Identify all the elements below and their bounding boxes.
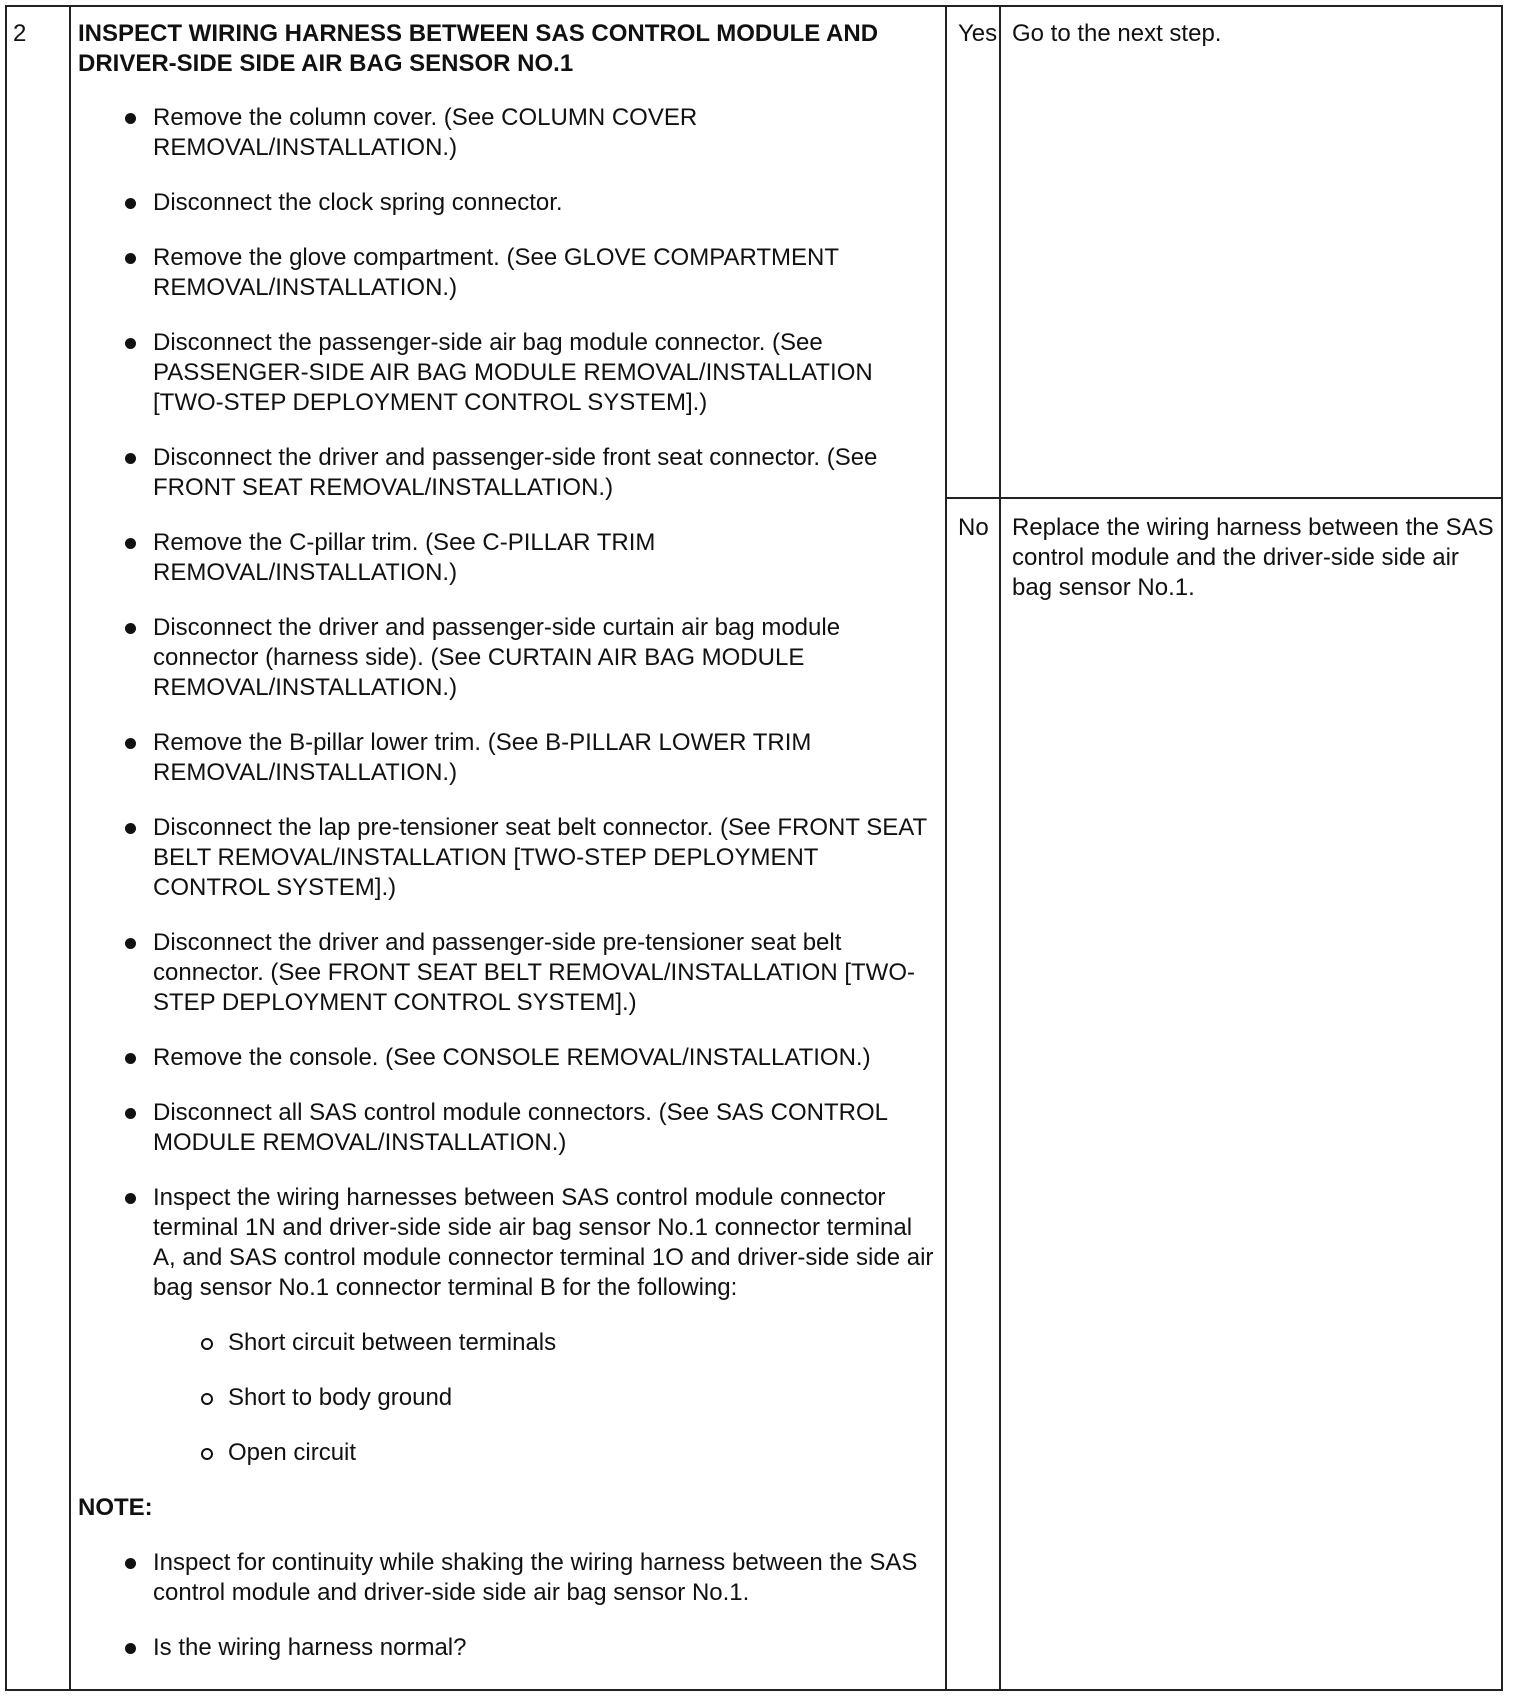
column-divider-result bbox=[999, 7, 1001, 1689]
list-item: Remove the B-pillar lower trim. (See B-PILLAR LOWER TRIM REMOVAL/INSTALLATION.) bbox=[78, 728, 938, 788]
bullet-icon bbox=[125, 198, 136, 209]
list-item: Remove the column cover. (See COLUMN COVER REMOVAL/INSTALLATION.) bbox=[78, 103, 938, 163]
sub-list-item: Short to body ground bbox=[78, 1383, 938, 1413]
list-item: Remove the console. (See CONSOLE REMOVAL/INSTALLATION.) bbox=[78, 1043, 938, 1073]
step-content bbox=[78, 19, 938, 1688]
bullet-icon bbox=[125, 453, 136, 464]
list-item: Disconnect the driver and passenger-side pre-tensioner seat belt connector. (See FRONT SEAT BELT REMOVAL/INSTALLATION [TWO-STEP DEPLOYMENT CONTROL SYSTEM].) bbox=[78, 928, 938, 1018]
bullet-icon bbox=[125, 938, 136, 949]
list-item: Is the wiring harness normal? bbox=[78, 1633, 938, 1663]
bullet-icon bbox=[125, 1193, 136, 1204]
circle-bullet-icon bbox=[201, 1393, 213, 1405]
bullet-icon bbox=[125, 738, 136, 749]
bullet-icon bbox=[125, 113, 136, 124]
bullet-icon bbox=[125, 538, 136, 549]
bullet-icon bbox=[125, 1108, 136, 1119]
list-item: Disconnect the driver and passenger-side front seat connector. (See FRONT SEAT REMOVAL/INSTALLATION.) bbox=[78, 443, 938, 503]
list-item: Disconnect the driver and passenger-side curtain air bag module connector (harness side). (See CURTAIN AIR BAG MODULE REMOVAL/INSTALLATION.) bbox=[78, 613, 938, 703]
procedure-list bbox=[78, 103, 938, 1468]
column-divider-step bbox=[69, 7, 71, 1689]
note-label: NOTE: bbox=[78, 1494, 153, 1521]
yes-action: Go to the next step. bbox=[1012, 20, 1222, 47]
circle-bullet-icon bbox=[201, 1338, 213, 1350]
list-item: Inspect the wiring harnesses between SAS control module connector terminal 1N and driver-side side air bag sensor No.1 connector terminal A, and SAS control module connector terminal 1O and driver-side side air bag sensor No.1 connector terminal B for the following: bbox=[78, 1183, 938, 1303]
sub-list-item: Open circuit bbox=[78, 1438, 938, 1468]
bullet-icon bbox=[125, 823, 136, 834]
no-action: Replace the wiring harness between the SAS control module and the driver-side side air bag sensor No.1. bbox=[1012, 514, 1494, 601]
list-item: Remove the glove compartment. (See GLOVE COMPARTMENT REMOVAL/INSTALLATION.) bbox=[78, 243, 938, 303]
row-divider-yes-no bbox=[947, 497, 1501, 499]
list-item: Inspect for continuity while shaking the wiring harness between the SAS control module and driver-side side air bag sensor No.1. bbox=[78, 1548, 938, 1608]
step-title: INSPECT WIRING HARNESS BETWEEN SAS CONTROL MODULE AND DRIVER-SIDE SIDE AIR BAG SENSOR NO.1 bbox=[78, 20, 879, 77]
list-item: Disconnect all SAS control module connectors. (See SAS CONTROL MODULE REMOVAL/INSTALLATION.) bbox=[78, 1098, 938, 1158]
sub-list-item: Short circuit between terminals bbox=[78, 1328, 938, 1358]
no-label: No bbox=[958, 514, 989, 541]
list-item: Remove the C-pillar trim. (See C-PILLAR TRIM REMOVAL/INSTALLATION.) bbox=[78, 528, 938, 588]
bullet-icon bbox=[125, 1558, 136, 1569]
note-list bbox=[78, 1548, 938, 1663]
list-item: Disconnect the clock spring connector. bbox=[78, 188, 938, 218]
bullet-icon bbox=[125, 623, 136, 634]
diagnostic-step-table bbox=[5, 5, 1503, 1691]
bullet-icon bbox=[125, 338, 136, 349]
step-number: 2 bbox=[13, 20, 27, 47]
column-divider-main bbox=[945, 7, 947, 1689]
circle-bullet-icon bbox=[201, 1448, 213, 1460]
list-item: Disconnect the passenger-side air bag module connector. (See PASSENGER-SIDE AIR BAG MODULE REMOVAL/INSTALLATION [TWO-STEP DEPLOYMENT CONTROL SYSTEM].) bbox=[78, 328, 938, 418]
bullet-icon bbox=[125, 1053, 136, 1064]
bullet-icon bbox=[125, 1643, 136, 1654]
yes-label: Yes bbox=[958, 20, 998, 47]
list-item: Disconnect the lap pre-tensioner seat belt connector. (See FRONT SEAT BELT REMOVAL/INSTALLATION [TWO-STEP DEPLOYMENT CONTROL SYSTEM].) bbox=[78, 813, 938, 903]
bullet-icon bbox=[125, 253, 136, 264]
